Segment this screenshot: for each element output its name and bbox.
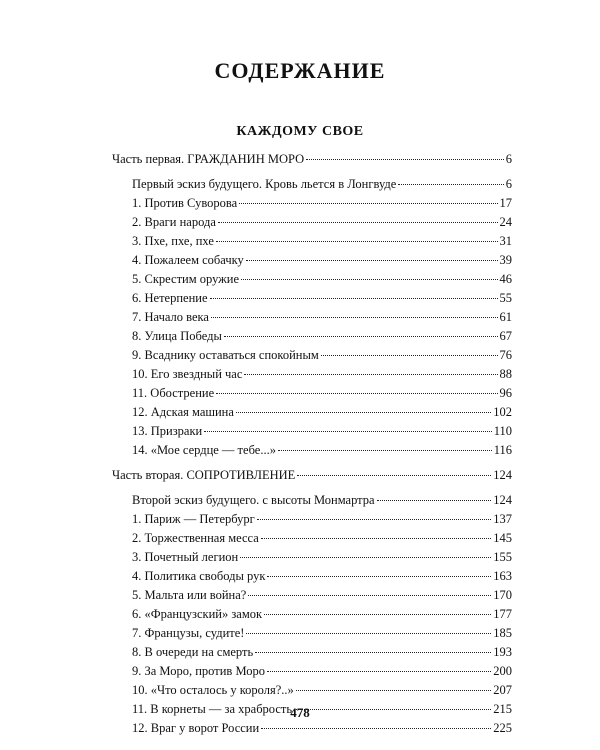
toc-entry-title: 8. Улица Победы bbox=[132, 329, 222, 343]
toc-entry-title: 1. Против Суворова bbox=[132, 196, 238, 210]
dot-leader bbox=[296, 690, 491, 691]
toc-entry bbox=[112, 624, 512, 643]
toc-entry bbox=[112, 510, 512, 529]
toc-page-ref: 145 bbox=[493, 531, 512, 545]
toc-page-ref: 61 bbox=[499, 310, 512, 324]
toc-entry bbox=[112, 213, 512, 232]
page-number: 478 bbox=[290, 705, 310, 720]
toc-page-ref: 215 bbox=[493, 702, 512, 716]
toc-page-ref: 17 bbox=[499, 196, 512, 210]
dot-leader bbox=[218, 222, 498, 223]
toc-entry-title: 8. В очереди на смерть bbox=[132, 645, 254, 659]
toc-entry bbox=[112, 327, 512, 346]
toc-entry bbox=[112, 681, 512, 700]
toc-entry bbox=[112, 529, 512, 548]
dot-leader bbox=[236, 412, 491, 413]
toc-entry-title: Первый эскиз будущего. Кровь льется в Лонгвуде bbox=[132, 177, 397, 191]
dot-leader bbox=[264, 614, 491, 615]
toc-page-ref: 124 bbox=[493, 493, 512, 507]
toc-page-ref: 96 bbox=[499, 386, 512, 400]
dot-leader bbox=[255, 652, 491, 653]
toc-entry-title: 2. Торжественная месса bbox=[132, 531, 259, 545]
toc-entry-title: 11. Обострение bbox=[132, 386, 215, 400]
table-of-contents bbox=[112, 150, 512, 738]
toc-entry bbox=[112, 232, 512, 251]
toc-page-ref: 102 bbox=[493, 405, 512, 419]
toc-entry-title: 3. Пхе, пхе, пхе bbox=[132, 234, 214, 248]
toc-page-ref: 200 bbox=[493, 664, 512, 678]
dot-leader bbox=[204, 431, 491, 432]
toc-entry-title: 2. Враги народа bbox=[132, 215, 216, 229]
toc-entry bbox=[112, 567, 512, 586]
dot-leader bbox=[257, 519, 492, 520]
toc-entry-title: 4. Пожалеем собачку bbox=[132, 253, 244, 267]
toc-entry-title: 7. Начало века bbox=[132, 310, 209, 324]
toc-entry-title: 5. Скрестим оружие bbox=[132, 272, 240, 286]
dot-leader bbox=[278, 450, 492, 451]
dot-leader bbox=[267, 576, 491, 577]
toc-page-ref: 110 bbox=[493, 424, 512, 438]
toc-entry-title: 10. Его звездный час bbox=[132, 367, 243, 381]
toc-page-ref: 207 bbox=[493, 683, 512, 697]
toc-entry bbox=[112, 403, 512, 422]
toc-page-ref: 193 bbox=[493, 645, 512, 659]
toc-entry bbox=[112, 422, 512, 441]
toc-entry bbox=[112, 346, 512, 365]
toc-entry bbox=[112, 548, 512, 567]
dot-leader bbox=[240, 557, 491, 558]
toc-page-ref: 185 bbox=[493, 626, 512, 640]
toc-entry bbox=[112, 251, 512, 270]
dot-leader bbox=[306, 159, 504, 160]
dot-leader bbox=[377, 500, 492, 501]
toc-page-ref: 124 bbox=[493, 468, 512, 482]
toc-page-ref: 88 bbox=[499, 367, 512, 381]
toc-page-ref: 170 bbox=[493, 588, 512, 602]
toc-entry bbox=[112, 491, 512, 510]
dot-leader bbox=[261, 538, 491, 539]
dot-leader bbox=[211, 317, 498, 318]
toc-page-ref: 137 bbox=[493, 512, 512, 526]
dot-leader bbox=[321, 355, 498, 356]
toc-entry-title: 3. Почетный легион bbox=[132, 550, 239, 564]
toc-part-entry bbox=[112, 466, 512, 485]
toc-page-ref: 155 bbox=[493, 550, 512, 564]
toc-entry bbox=[112, 384, 512, 403]
toc-page-ref: 116 bbox=[493, 443, 512, 457]
dot-leader bbox=[248, 595, 491, 596]
toc-entry-title: 11. В корнеты — за храбрость bbox=[132, 702, 293, 716]
toc-entry-title: 6. «Французский» замок bbox=[132, 607, 263, 621]
dot-leader bbox=[224, 336, 498, 337]
dot-leader bbox=[216, 393, 497, 394]
toc-entry-title: 9. Всаднику оставаться спокойным bbox=[132, 348, 319, 362]
page-title: СОДЕРЖАНИЕ bbox=[214, 58, 386, 83]
dot-leader bbox=[216, 241, 498, 242]
toc-entry bbox=[112, 270, 512, 289]
toc-page-ref: 76 bbox=[499, 348, 512, 362]
dot-leader bbox=[398, 184, 503, 185]
toc-entry-title: 12. Враг у ворот России bbox=[132, 721, 260, 735]
dot-leader bbox=[246, 260, 498, 261]
toc-entry bbox=[112, 194, 512, 213]
toc-entry bbox=[112, 365, 512, 384]
toc-entry bbox=[112, 586, 512, 605]
toc-part-entry bbox=[112, 150, 512, 169]
toc-page-ref: 55 bbox=[499, 291, 512, 305]
toc-entry-title: 14. «Мое сердце — тебе...» bbox=[132, 443, 276, 457]
toc-entry bbox=[112, 643, 512, 662]
toc-part-title: Часть первая. ГРАЖДАНИН МОРО bbox=[112, 152, 305, 166]
toc-entry bbox=[112, 605, 512, 624]
toc-page-ref: 225 bbox=[493, 721, 512, 735]
toc-page-ref: 31 bbox=[499, 234, 512, 248]
toc-part-title: Часть вторая. СОПРОТИВЛЕНИЕ bbox=[112, 468, 296, 482]
toc-entry bbox=[112, 289, 512, 308]
dot-leader bbox=[246, 633, 491, 634]
toc-entry bbox=[112, 719, 512, 738]
toc-page-ref: 6 bbox=[505, 152, 512, 166]
toc-entry-title: 5. Мальта или война? bbox=[132, 588, 247, 602]
toc-entry-title: 13. Призраки bbox=[132, 424, 203, 438]
dot-leader bbox=[297, 475, 491, 476]
toc-entry bbox=[112, 308, 512, 327]
toc-page-ref: 46 bbox=[499, 272, 512, 286]
toc-entry-title: 6. Нетерпение bbox=[132, 291, 208, 305]
toc-entry-title: 7. Французы, судите! bbox=[132, 626, 245, 640]
book-title: КАЖДОМУ СВОЕ bbox=[236, 124, 364, 139]
toc-entry bbox=[112, 441, 512, 460]
dot-leader bbox=[241, 279, 497, 280]
toc-entry-title: Второй эскиз будущего. с высоты Монмартра bbox=[132, 493, 375, 507]
toc-entry-title: 10. «Что осталось у короля?..» bbox=[132, 683, 294, 697]
toc-entry bbox=[112, 662, 512, 681]
dot-leader bbox=[210, 298, 498, 299]
dot-leader bbox=[267, 671, 491, 672]
toc-entry-title: 12. Адская машина bbox=[132, 405, 234, 419]
toc-page-ref: 24 bbox=[499, 215, 512, 229]
toc-page-ref: 6 bbox=[505, 177, 512, 191]
toc-entry bbox=[112, 175, 512, 194]
toc-entry-title: 1. Париж — Петербург bbox=[132, 512, 255, 526]
toc-entry-title: 9. За Моро, против Моро bbox=[132, 664, 265, 678]
toc-page-ref: 163 bbox=[493, 569, 512, 583]
toc-page-ref: 67 bbox=[499, 329, 512, 343]
toc-page-ref: 177 bbox=[493, 607, 512, 621]
dot-leader bbox=[261, 728, 491, 729]
dot-leader bbox=[239, 203, 497, 204]
dot-leader bbox=[244, 374, 497, 375]
toc-page-ref: 39 bbox=[499, 253, 512, 267]
toc-entry-title: 4. Политика свободы рук bbox=[132, 569, 266, 583]
